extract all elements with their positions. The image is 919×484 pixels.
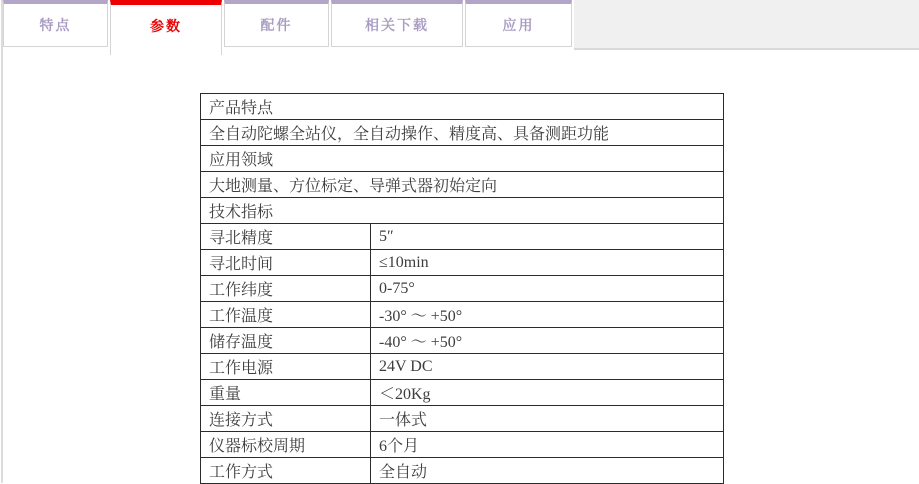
- value-cell: -40° ～ +50°: [371, 328, 724, 354]
- table-row: [201, 328, 724, 354]
- table-row: [201, 354, 724, 380]
- tab-label: 应用: [502, 17, 535, 33]
- tab-2[interactable]: [110, 0, 222, 55]
- tab-label: 特点: [39, 17, 72, 33]
- table-row: [201, 94, 724, 120]
- key-cell: 连接方式: [201, 406, 371, 432]
- key-cell: 寻北时间: [201, 250, 371, 276]
- page-left-border: [1, 0, 3, 483]
- section-cell: 应用领域: [201, 146, 724, 172]
- key-cell: 工作方式: [201, 458, 371, 484]
- tab-5[interactable]: [465, 0, 572, 47]
- key-cell: 储存温度: [201, 328, 371, 354]
- section-cell: 产品特点: [201, 94, 724, 120]
- value-cell: 5″: [371, 224, 724, 250]
- value-cell: 全自动: [371, 458, 724, 484]
- tab-3[interactable]: [224, 0, 329, 47]
- value-cell: 0-75°: [371, 276, 724, 302]
- table-row: [201, 224, 724, 250]
- key-cell: 仪器标校周期: [201, 432, 371, 458]
- table-row: [201, 406, 724, 432]
- table-row: [201, 250, 724, 276]
- table-row: [201, 276, 724, 302]
- table-row: [201, 172, 724, 198]
- key-cell: 重量: [201, 380, 371, 406]
- tab-label: 相关下载: [365, 17, 429, 33]
- table-row: [201, 120, 724, 146]
- value-cell: 24V DC: [371, 354, 724, 380]
- tab-4[interactable]: [331, 0, 463, 47]
- key-cell: 工作纬度: [201, 276, 371, 302]
- value-cell: 一体式: [371, 406, 724, 432]
- section-cell: 技术指标: [201, 198, 724, 224]
- tab-bar-filler: [574, 0, 919, 50]
- section-cell: 全自动陀螺全站仪，全自动操作、精度高、具备测距功能: [201, 120, 724, 146]
- table-row: [201, 432, 724, 458]
- value-cell: -30° ～ +50°: [371, 302, 724, 328]
- key-cell: 工作电源: [201, 354, 371, 380]
- tab-label: 参数: [150, 17, 182, 34]
- table-row: [201, 302, 724, 328]
- table-row: [201, 198, 724, 224]
- value-cell: ＜20Kg: [371, 380, 724, 406]
- spec-table: [200, 93, 724, 484]
- tab-label: 配件: [260, 17, 293, 33]
- value-cell: ≤10min: [371, 250, 724, 276]
- tab-1[interactable]: [3, 0, 108, 47]
- table-row: [201, 458, 724, 484]
- key-cell: 寻北精度: [201, 224, 371, 250]
- section-cell: 大地测量、方位标定、导弹式器初始定向: [201, 172, 724, 198]
- key-cell: 工作温度: [201, 302, 371, 328]
- tab-bar: [3, 0, 919, 55]
- spec-table-body: [201, 94, 724, 484]
- value-cell: 6个月: [371, 432, 724, 458]
- table-row: [201, 380, 724, 406]
- table-row: [201, 146, 724, 172]
